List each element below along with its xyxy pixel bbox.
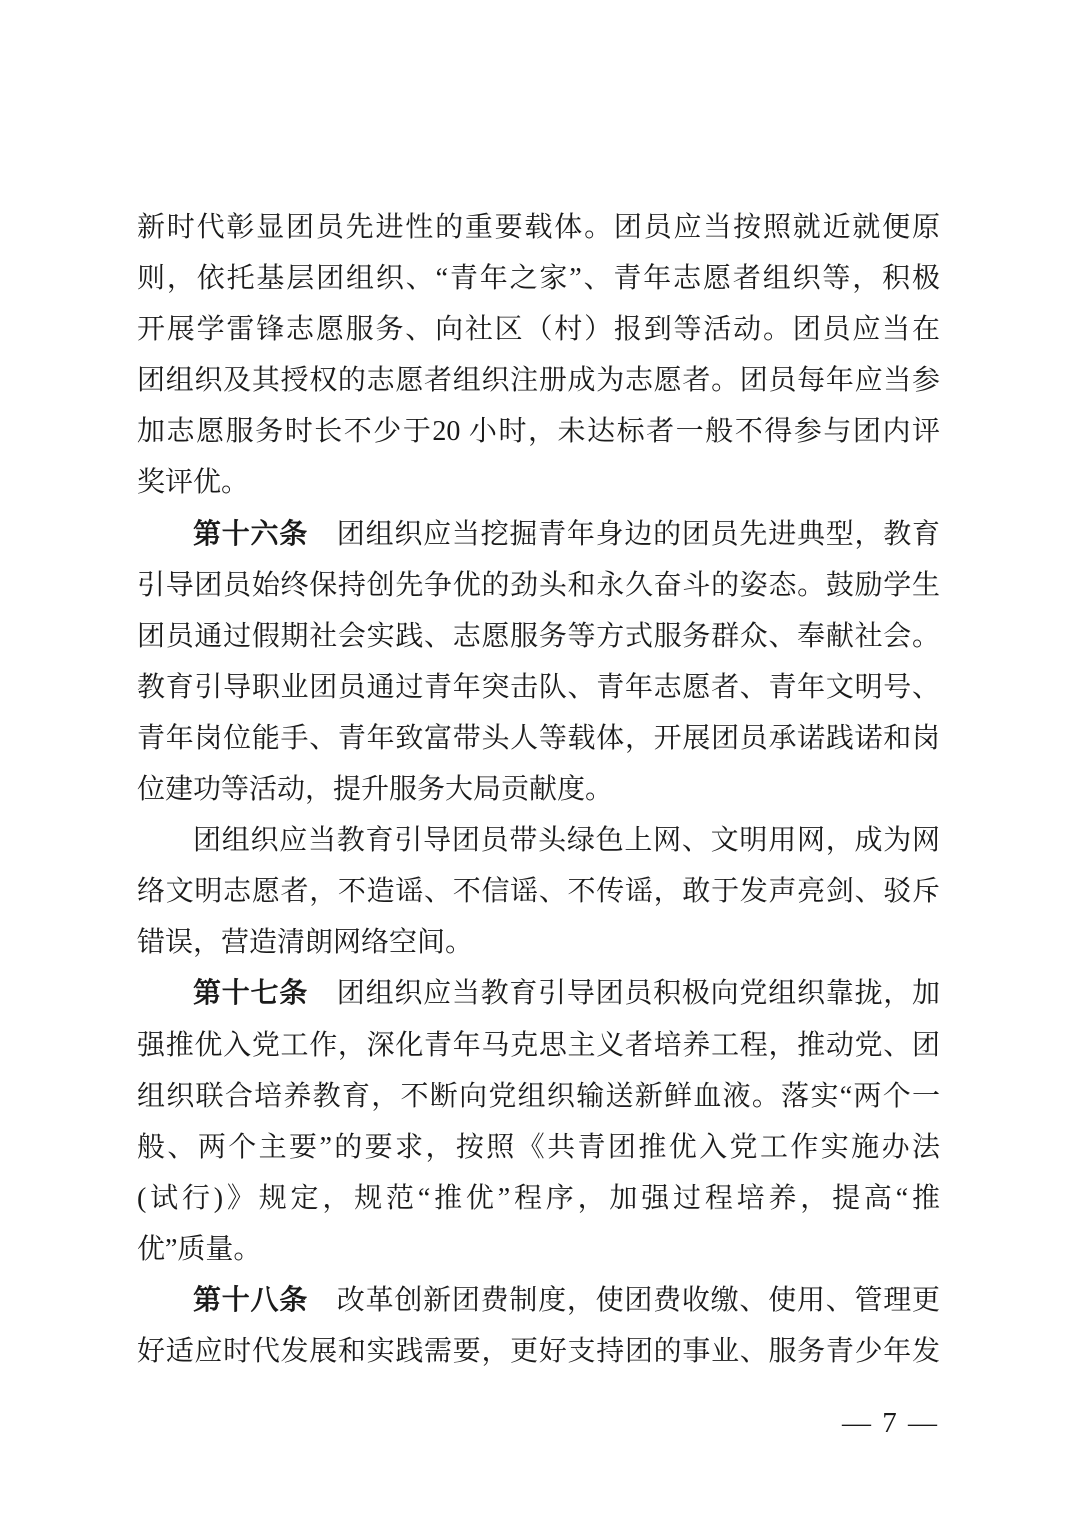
- text-line: 第十八条 改革创新团费制度，使团费收缴、使用、管理更: [193, 1284, 940, 1316]
- paragraph: [137, 509, 940, 816]
- text-line: 第十六条 团组织应当挖掘青年身边的团员先进典型，教育: [193, 518, 940, 550]
- text-line: 第十七条 团组织应当教育引导团员积极向党组织靠拢，加: [193, 978, 940, 1010]
- article-heading: 第十八条: [193, 1284, 309, 1316]
- text-line: 团组织及其授权的志愿者组织注册成为志愿者。团员每年应当参: [137, 365, 940, 397]
- text-line: 团组织应当教育引导团员带头绿色上网、文明用网，成为网: [193, 825, 940, 857]
- text-line: 优”质量。: [137, 1233, 262, 1265]
- text-line: 络文明志愿者，不造谣、不信谣、不传谣，敢于发声亮剑、驳斥: [137, 876, 940, 908]
- paragraph: [137, 815, 940, 968]
- text-line: 引导团员始终保持创先争优的劲头和永久奋斗的姿态。鼓励学生: [137, 569, 940, 601]
- text-line: 奖评优。: [137, 467, 250, 499]
- paragraph: [137, 202, 940, 509]
- text-line: 般、两个主要”的要求，按照《共青团推优入党工作实施办法: [137, 1131, 940, 1163]
- page-number: — 7 —: [842, 1407, 939, 1439]
- text-line: 加志愿服务时长不少于20 小时，未达标者一般不得参与团内评: [137, 416, 940, 448]
- text-line: 位建功等活动，提升服务大局贡献度。: [137, 774, 614, 806]
- paragraph: [137, 968, 940, 1275]
- text-line: (试行)》规定，规范“推优”程序，加强过程培养，提高“推: [137, 1182, 940, 1214]
- paragraph: [137, 1275, 940, 1377]
- text-line: 教育引导职业团员通过青年突击队、青年志愿者、青年文明号、: [137, 671, 940, 703]
- article-heading: 第十七条: [193, 978, 309, 1010]
- text-line: 开展学雷锋志愿服务、向社区（村）报到等活动。团员应当在: [137, 314, 940, 346]
- text-line: 则，依托基层团组织、“青年之家”、青年志愿者组织等，积极: [137, 263, 940, 295]
- text-line: 错误，营造清朗网络空间。: [137, 927, 474, 959]
- text-line: 组织联合培养教育，不断向党组织输送新鲜血液。落实“两个一: [137, 1080, 940, 1112]
- text-line: 强推优入党工作，深化青年马克思主义者培养工程，推动党、团: [137, 1029, 940, 1061]
- article-heading: 第十六条: [193, 518, 309, 550]
- text-line: 好适应时代发展和实践需要，更好支持团的事业、服务青少年发: [137, 1336, 940, 1368]
- text-line: 团员通过假期社会实践、志愿服务等方式服务群众、奉献社会。: [137, 620, 940, 652]
- text-line: 新时代彰显团员先进性的重要载体。团员应当按照就近就便原: [137, 212, 940, 243]
- text-line: 青年岗位能手、青年致富带头人等载体，开展团员承诺践诺和岗: [137, 722, 940, 754]
- document-body: [137, 202, 940, 1377]
